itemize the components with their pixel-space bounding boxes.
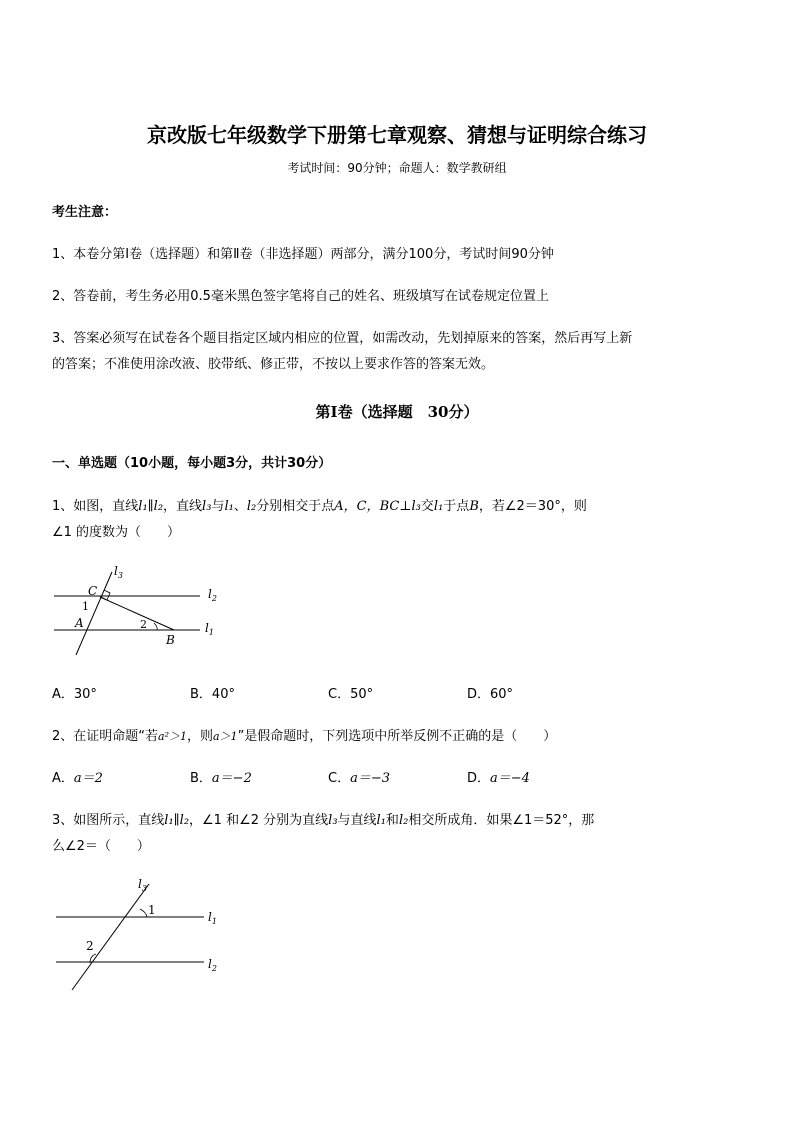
- q3-text: 与直线: [337, 813, 377, 828]
- q1-expr: l₁: [224, 499, 234, 514]
- q1-option-b[interactable]: B．40°: [190, 687, 235, 702]
- q1-text: 分别相交于点: [256, 499, 335, 514]
- q2-option-b[interactable]: [190, 767, 252, 786]
- q1-label-l3: $l_3$: [114, 564, 123, 580]
- q2-option-a[interactable]: [52, 767, 103, 786]
- q3-expr: l₂: [398, 813, 409, 828]
- q1-text: 与: [211, 499, 225, 514]
- section-title: 第Ⅰ卷（选择题 30分）: [315, 403, 479, 421]
- q3-text: ，∠1 和∠2 分别为直线: [189, 813, 329, 828]
- question-1-text-line2: ∠1 的度数为（ ）: [52, 525, 181, 540]
- q1-label-angle2: 2: [140, 618, 147, 631]
- q1-label-l2: $l_2$: [208, 587, 217, 603]
- q3-label-angle2: 2: [86, 939, 94, 953]
- q3-text: 和: [385, 813, 399, 828]
- q3-label-l3: $l_3$: [138, 877, 147, 893]
- q1-text: ，若∠2＝30°，则: [478, 499, 587, 514]
- q1-segment-bc: [100, 597, 174, 630]
- q1-expr: BC⊥l₃: [379, 499, 421, 514]
- q3-label-l2: $l_2$: [208, 957, 217, 973]
- q1-label-c: C: [88, 584, 98, 598]
- q3-text: 3、如图所示，直线: [52, 813, 165, 828]
- q2-expr: a＞1: [213, 730, 238, 743]
- q3-line-l3: [72, 884, 149, 990]
- q2-text: ，则: [186, 729, 213, 744]
- q3-figure: [50, 872, 240, 997]
- q3-label-l1: $l_1$: [208, 910, 217, 926]
- q2-option-value: a＝−3: [350, 771, 390, 786]
- q1-label-b: B: [166, 633, 175, 647]
- q3-angle1-arc: [140, 909, 147, 917]
- q2-option-value: a＝−2: [211, 771, 252, 786]
- q1-figure: [50, 560, 240, 665]
- q3-label-angle1: 1: [148, 903, 156, 917]
- q1-option-d[interactable]: D．60°: [467, 687, 514, 702]
- q1-expr: l₂: [246, 499, 257, 514]
- question-2-text: [52, 725, 556, 744]
- q1-expr: l₁: [433, 499, 444, 514]
- q1-option-c[interactable]: C．50°: [328, 687, 374, 702]
- page-title: 京改版七年级数学下册第七章观察、猜想与证明综合练习: [147, 123, 647, 147]
- q2-expr: a²＞1: [158, 730, 187, 743]
- q1-text: ，直线: [163, 499, 203, 514]
- q3-expr: l₁∥l₂: [164, 813, 190, 828]
- q1-option-a[interactable]: A．30°: [52, 687, 97, 702]
- q1-text: 于点: [443, 499, 470, 514]
- notice-item: 1、本卷分第Ⅰ卷（选择题）和第Ⅱ卷（非选择题）两部分，满分100分，考试时间90分钟: [52, 247, 554, 262]
- q3-expr: l₁: [376, 813, 386, 828]
- q2-option-value: a＝−4: [490, 771, 530, 786]
- q2-option-d[interactable]: [467, 767, 530, 786]
- notice-item: 的答案；不准使用涂改液、胶带纸、修正带，不按以上要求作答的答案无效。: [52, 357, 495, 372]
- exam-info: 考试时间：90分钟；命题人：数学教研组: [287, 161, 507, 175]
- notice-heading: 考生注意：: [52, 205, 118, 220]
- notice-item: 3、答案必须写在试卷各个题目指定区域内相应的位置，如需改动，先划掉原来的答案，然后再写上新: [52, 331, 633, 346]
- question-1-text: [52, 495, 587, 514]
- q1-text: 1、如图，直线: [52, 499, 139, 514]
- q1-label-angle1: 1: [82, 600, 89, 613]
- q3-text: 相交所成角．如果∠1＝52°，那: [408, 813, 595, 828]
- q2-text: 2、在证明命题“若: [52, 729, 159, 744]
- q1-label-l1: $l_1$: [205, 621, 214, 637]
- notice-item: 2、答卷前，考生务必用0.5毫米黑色签字笔将自己的姓名、班级填写在试卷规定位置上: [52, 289, 549, 304]
- part-title: 一、单选题（10小题，每小题3分，共计30分）: [52, 456, 332, 471]
- q2-option-label: B．: [190, 771, 212, 786]
- q1-expr: l₃: [202, 499, 212, 514]
- q1-expr: A，C，: [334, 499, 380, 514]
- q3-expr: l₃: [328, 813, 338, 828]
- q1-text: 、: [233, 499, 247, 514]
- q1-text: 交: [420, 499, 434, 514]
- q2-option-label: C．: [328, 771, 351, 786]
- question-3-text: [52, 809, 594, 828]
- q1-label-a: A: [75, 616, 84, 630]
- q1-expr: l₁∥l₂: [138, 499, 164, 514]
- q2-option-label: D．: [467, 771, 491, 786]
- q2-option-value: a＝2: [73, 771, 103, 786]
- q1-angle2-arc: [154, 623, 157, 630]
- q1-expr: B: [469, 499, 479, 514]
- q2-text: ”是假命题时，下列选项中所举反例不正确的是（ ）: [237, 729, 557, 744]
- q2-option-label: A．: [52, 771, 74, 786]
- question-3-text-line2: 么∠2＝（ ）: [52, 839, 150, 854]
- q2-option-c[interactable]: [328, 767, 390, 786]
